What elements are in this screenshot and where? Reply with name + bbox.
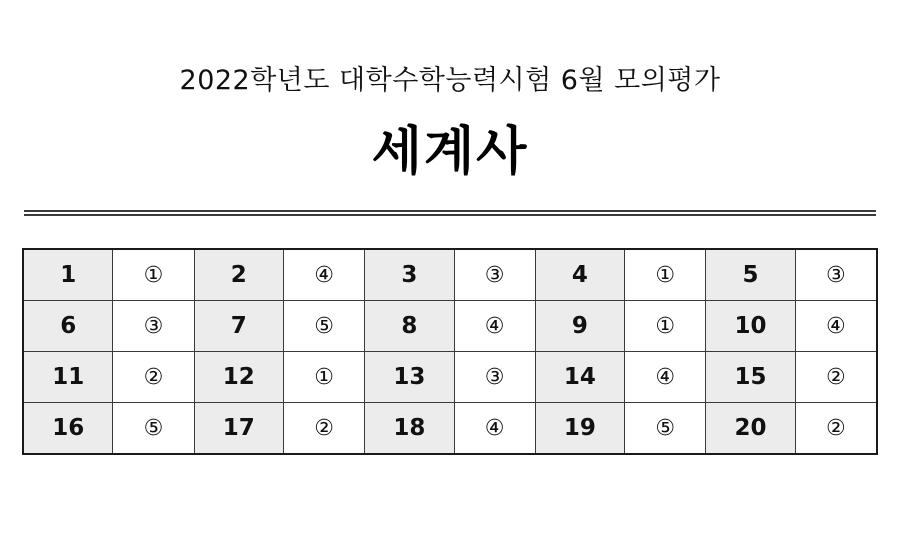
- table-row: [23, 403, 877, 455]
- question-number: 12: [194, 352, 283, 403]
- table-row: [23, 301, 877, 352]
- answer-choice: ③: [454, 249, 535, 301]
- answer-choice: ④: [795, 301, 877, 352]
- table-row: [23, 352, 877, 403]
- answer-table: [22, 248, 878, 455]
- answer-choice: ⑤: [283, 301, 364, 352]
- question-number: 3: [365, 249, 454, 301]
- answer-choice: ①: [283, 352, 364, 403]
- answer-choice: ④: [454, 301, 535, 352]
- answer-choice: ④: [454, 403, 535, 455]
- question-number: 17: [194, 403, 283, 455]
- answer-choice: ②: [283, 403, 364, 455]
- question-number: 7: [194, 301, 283, 352]
- question-number: 13: [365, 352, 454, 403]
- answer-choice: ①: [625, 249, 706, 301]
- question-number: 10: [706, 301, 795, 352]
- answer-choice: ②: [113, 352, 194, 403]
- answer-choice: ①: [625, 301, 706, 352]
- question-number: 18: [365, 403, 454, 455]
- question-number: 19: [535, 403, 624, 455]
- question-number: 15: [706, 352, 795, 403]
- question-number: 8: [365, 301, 454, 352]
- question-number: 16: [23, 403, 113, 455]
- answer-choice: ③: [113, 301, 194, 352]
- answer-choice: ⑤: [113, 403, 194, 455]
- answer-choice: ③: [795, 249, 877, 301]
- answer-choice: ③: [454, 352, 535, 403]
- question-number: 6: [23, 301, 113, 352]
- page-title: 세계사: [371, 122, 529, 182]
- answer-choice: ④: [625, 352, 706, 403]
- question-number: 4: [535, 249, 624, 301]
- answer-choice: ②: [795, 403, 877, 455]
- answer-choice: ⑤: [625, 403, 706, 455]
- question-number: 5: [706, 249, 795, 301]
- double-divider: [24, 210, 876, 216]
- question-number: 1: [23, 249, 113, 301]
- answer-choice: ②: [795, 352, 877, 403]
- table-row: [23, 249, 877, 301]
- question-number: 20: [706, 403, 795, 455]
- question-number: 2: [194, 249, 283, 301]
- question-number: 9: [535, 301, 624, 352]
- answer-choice: ①: [113, 249, 194, 301]
- answer-choice: ④: [283, 249, 364, 301]
- divider-line-bottom: [24, 214, 876, 216]
- answer-key-page: [0, 58, 900, 556]
- question-number: 11: [23, 352, 113, 403]
- answer-sheet: [22, 248, 878, 455]
- question-number: 14: [535, 352, 624, 403]
- exam-subtitle: 2022학년도 대학수학능력시험 6월 모의평가: [179, 65, 721, 96]
